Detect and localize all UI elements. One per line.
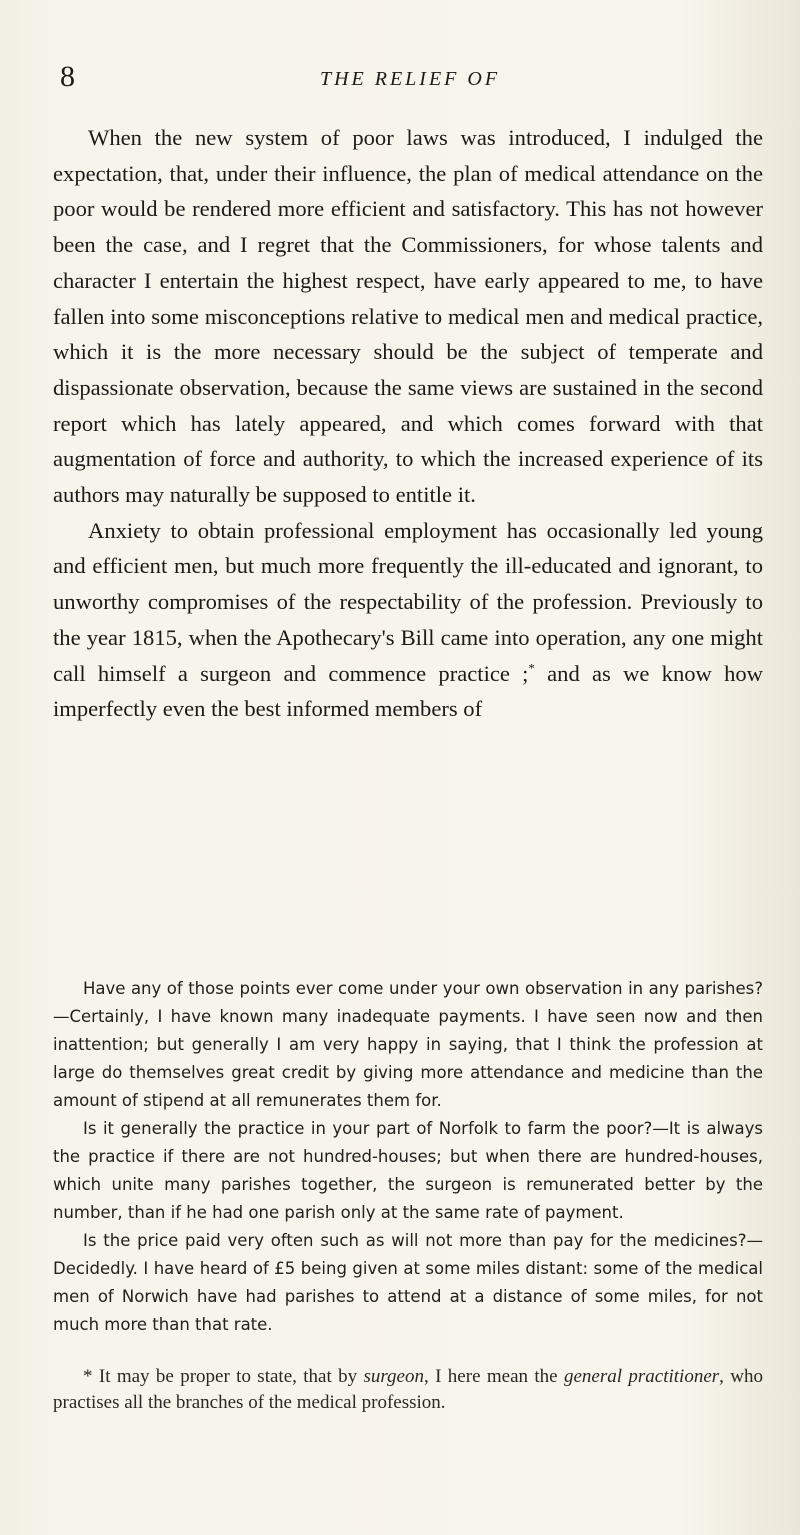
paragraph-2 [53, 513, 763, 727]
paragraph-2-continuation: and as we know how imperfectly even the best informed members of [53, 660, 763, 722]
footnote-text [53, 1364, 763, 1416]
footnote [53, 1364, 763, 1416]
footnote-emphasis-surgeon: surgeon [363, 1366, 424, 1387]
evidence-question-2: Is it generally the practice in your part of Norfolk to farm the poor?—It is always the practice if there are not hundred-houses; but when there are hundred-houses, which unite many parishes together, the surgeon is remunerated better by the number, than if he had one parish only at the same rate of payment. [53, 1119, 763, 1222]
footnote-reference: * [528, 660, 535, 676]
footnote-part-1: It may be proper to state, that by [92, 1366, 364, 1387]
footnote-part-2: , I here mean the [424, 1366, 564, 1387]
running-title: THE RELIEF OF [319, 68, 501, 90]
paragraph-1: When the new system of poor laws was introduced, I indulged the expectation, that, under their influence, the plan of medical attendance on the poor would be rendered more efficient and satisfactory. This has not however been the case, and I regret that the Commissioners, for whose talents and character I entertain the highest respect, have early appeared to me, to have fallen into some misconceptions relative to medical men and medical practice, which it is the more necessary should be the subject of temperate and dispassionate observation, because the same views are sustained in the second report which has lately appeared, and which comes forward with that augmentation of force and authority, to which the increased experience of its authors may naturally be supposed to entitle it. [53, 125, 763, 508]
main-text [53, 120, 763, 727]
evidence-question-1: Have any of those points ever come under your own observation in any parishes?—Certainly, I have known many inadequate payments. I have seen now and then inattention; but generally I am very happy in saying, that I think the profession at large do themselves great credit by giving more attendance and medicine than the amount of stipend at all remunerates them for. [53, 979, 763, 1110]
page-number: 8 [60, 60, 75, 93]
footnote-part-3: , who practises all the branches of the medical profession. [53, 1366, 763, 1413]
paragraph-2-text: Anxiety to obtain professional employment has occasionally led young and efficient men, but much more frequently the ill-educated and ignorant, to unworthy compromises of the respectability of the profession. Previously to the year 1815, when the Apothecary's Bill came into operation, any one might call himself a surgeon and commence practice ; [53, 517, 763, 686]
footnote-mark: * [83, 1366, 93, 1387]
footnote-emphasis-general-practitioner: general practitioner [563, 1366, 720, 1387]
evidence-question-3: Is the price paid very often such as will not more than pay for the medicines?—Decidedly. I have heard of £5 being given at some miles distant: some of the medical men of Norwich have had parishes to attend at a distance of some miles, for not much more than that rate. [53, 1231, 763, 1334]
page-header [60, 62, 760, 102]
evidence-block [53, 975, 763, 1339]
